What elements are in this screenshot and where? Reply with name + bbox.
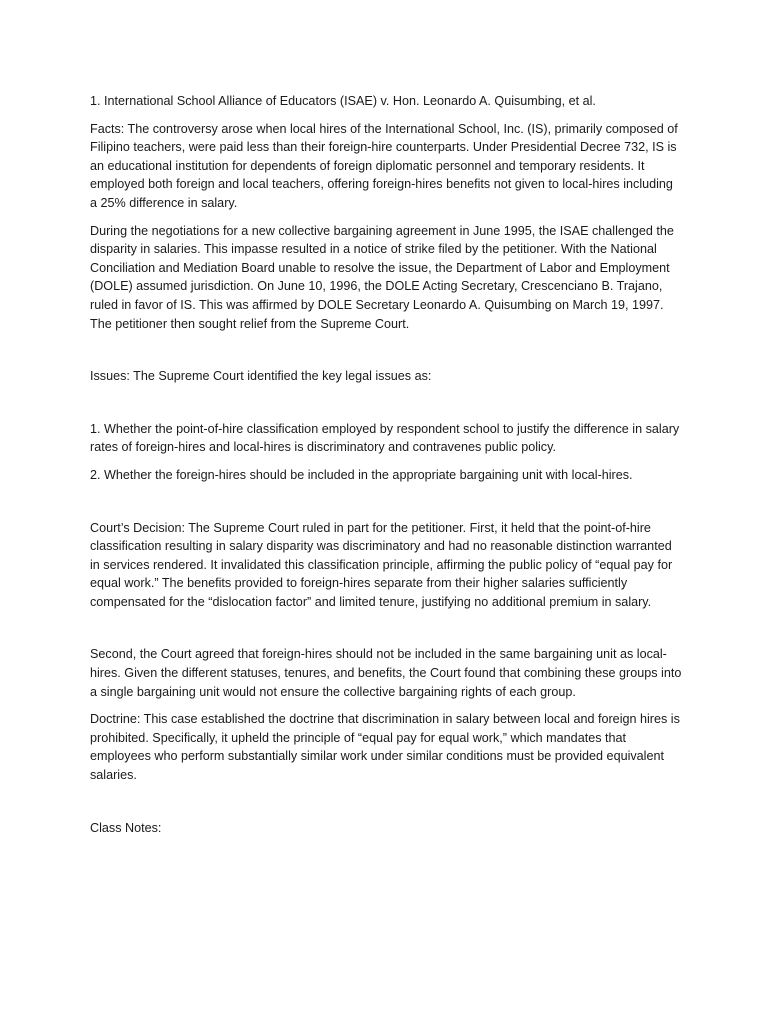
facts-paragraph-2: During the negotiations for a new collective bargaining agreement in June 1995, the ISAE challenged the disparity in salaries. This impasse resulted in a notice of strike filed by the petitioner. With the National Conciliation and Mediation Board unable to resolve the issue, the Department of Labor and Employment (DOLE) assumed jurisdiction. On June 10, 1996, the DOLE Acting Secretary, Crescenciano B. Trajano, ruled in favor of IS. This was affirmed by DOLE Secretary Leonardo A. Quisumbing on March 19, 1997. The petitioner then sought relief from the Supreme Court. bbox=[90, 223, 674, 331]
decision-paragraph: Court’s Decision: The Supreme Court ruled in part for the petitioner. First, it held that the point-of-hire classification resulting in salary disparity was discriminatory and had no reasonable distinction warranted in services rendered. It invalidated this classification principle, affirming the public policy of “equal pay for equal work.” The benefits provided to foreign-hires separate from their higher salaries sufficiently compensated for the “dislocation factor” and limited tenure, justifying no additional premium in salary. bbox=[90, 520, 673, 609]
case-title: 1. International School Alliance of Educators (ISAE) v. Hon. Leonardo A. Quisumbing, et al. bbox=[90, 94, 596, 108]
facts-paragraph: Facts: The controversy arose when local hires of the International School, Inc. (IS), primarily composed of Filipino teachers, were paid less than their foreign-hire counterparts. Under Presidential Decree 732, IS is an educational institution for dependents of foreign diplomatic personnel and temporary residents. It employed both foreign and local teachers, offering foreign-hires benefits not given to local-hires including a 25% difference in salary. bbox=[90, 121, 678, 210]
issue-1: 1. Whether the point-of-hire classification employed by respondent school to justify the difference in salary rates of foreign-hires and local-hires is discriminatory and contravenes public policy. bbox=[90, 421, 680, 455]
document-body bbox=[90, 92, 682, 837]
issues-heading: Issues: The Supreme Court identified the key legal issues as: bbox=[90, 369, 432, 384]
decision-paragraph-2: Second, the Court agreed that foreign-hires should not be included in the same bargaining unit as local-hires. Given the different statuses, tenures, and benefits, the Court found that combining these groups into a single bargaining unit would not ensure the collective bargaining rights of each group. bbox=[90, 647, 682, 699]
issue-2: 2. Whether the foreign-hires should be included in the appropriate bargaining unit with local-hires. bbox=[90, 467, 633, 482]
class-notes-heading: Class Notes: bbox=[90, 820, 162, 835]
doctrine-paragraph: Doctrine: This case established the doctrine that discrimination in salary between local and foreign hires is prohibited. Specifically, it upheld the principle of “equal pay for equal work,” which mandates that employees who perform substantially similar work under similar conditions must be provided equivalent salaries. bbox=[90, 712, 680, 783]
